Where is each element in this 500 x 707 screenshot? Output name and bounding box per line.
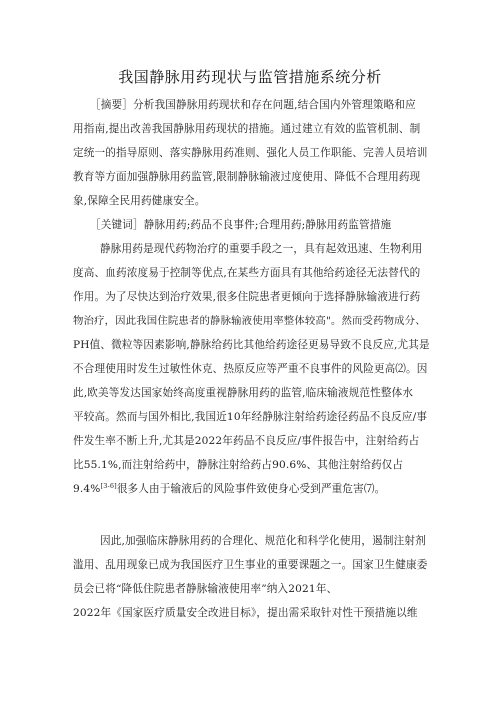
body-line: 因此,加强临床静脉用药的合理化、规范化和科学化使用，遏制注射剂 bbox=[100, 535, 426, 547]
body-line: 不合理使用时发生过敏性休克、热原反应等严重不良事件的风险更高⑵。因 bbox=[73, 363, 428, 375]
body-line: 滥用、乱用现象已成为我国医疗卫生事业的重要课题之一。国家卫生健康委 bbox=[73, 559, 428, 571]
body-line: 此,欧美等发达国家始终高度重视静脉用药的监管,临床输液规范性整体水 bbox=[73, 387, 414, 399]
body-line: 静脉用药是现代药物治疗的重要手段之一，具有起效迅速、生物利用 bbox=[100, 243, 423, 255]
citation-value: 9.4% bbox=[73, 483, 101, 495]
abstract-line: 象,保障全民用药健康安全。 bbox=[73, 195, 206, 207]
body-line: 度高、血药浓度易于控制等优点,在某些方面具有其他给药途径无法替代的 bbox=[73, 267, 421, 279]
page-title: 我国静脉用药现状与监管措施系统分析 bbox=[118, 68, 382, 86]
citation-superscript: [3-6] bbox=[100, 482, 117, 490]
abstract-line: 定统一的指导原则、落实静脉用药准则、强化人员工作职能、完善人员培训 bbox=[73, 147, 428, 159]
abstract-line: 教育等方面加强静脉用药监管,限制静脉输液过度使用、降低不合理用药现 bbox=[73, 171, 421, 183]
body-line: 平较高。然而与国外相比,我国近10年经静脉注射给药途径药品不良反应/事 bbox=[73, 411, 428, 423]
abstract-line: ［摘要］分析我国静脉用药现状和存在问题,结合国内外管理策略和应 bbox=[90, 99, 416, 111]
body-line: 2022年《国家医疗质量安全改进目标》，提出需采取针对性干预措施以维 bbox=[73, 607, 418, 619]
body-line: PH值、微粒等因素影响,静脉给药比其他给药途径更易导致不良反应,尤其是 bbox=[73, 339, 430, 351]
body-line: 员会已将“降低住院患者静脉输液使用率”纳入2021年、 bbox=[73, 583, 338, 595]
abstract-line: 用指南,提出改善我国静脉用药现状的措施。通过建立有效的监管机制、制 bbox=[73, 123, 421, 135]
citation-rest: 很多人由于输液后的风险事件致使身心受到严重危害⑺。 bbox=[116, 483, 386, 495]
body-line: 比55.1%,而注射给药中，静脉注射给药占90.6%、其他注射给药仅占 bbox=[73, 459, 404, 471]
body-line: 件发生率不断上升,尤其是2022年药品不良反应/事件报告中，注射给药占 bbox=[73, 435, 420, 447]
body-line: 作用。为了尽快达到治疗效果,很多住院患者更倾向于选择静脉输液进行药 bbox=[73, 291, 421, 303]
body-line-with-citation bbox=[73, 482, 385, 496]
keywords-line: ［关键词］静脉用药;药品不良事件;合理用药;静脉用药监管措施 bbox=[90, 219, 392, 231]
body-line: 物治疗，因此我国住院患者的静脉输液使用率整体较高"。然而受药物成分、 bbox=[73, 315, 426, 327]
